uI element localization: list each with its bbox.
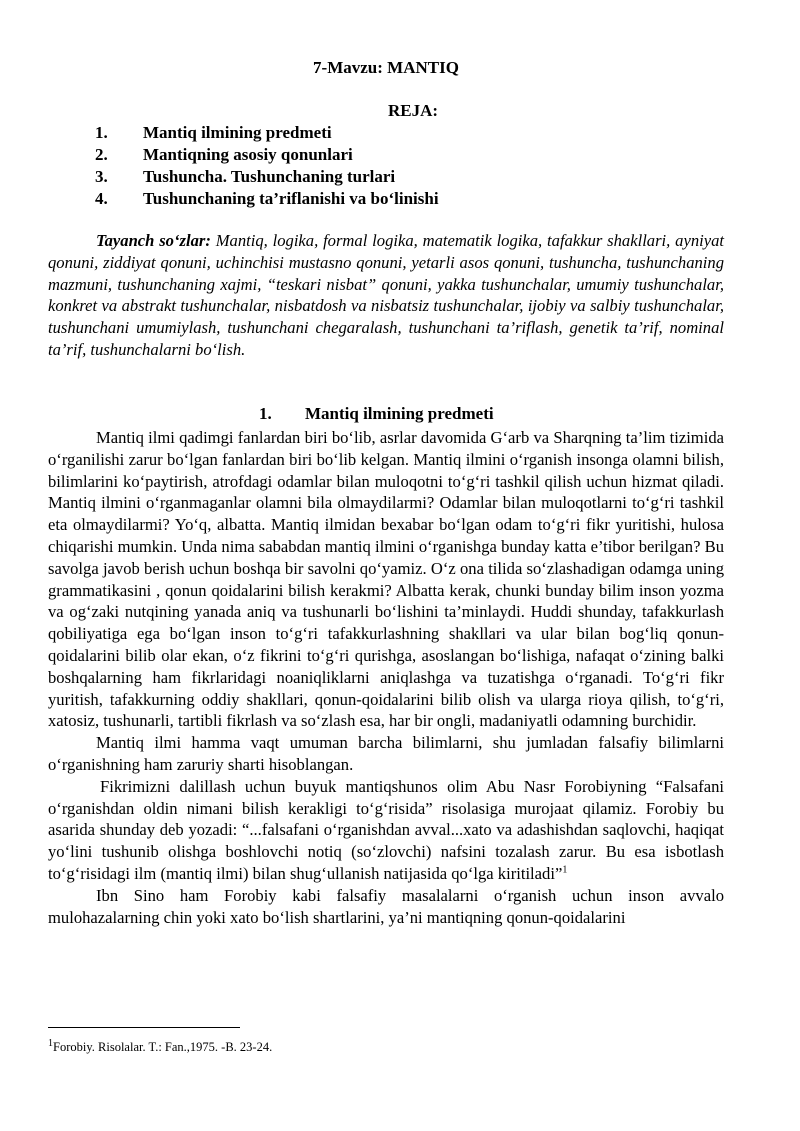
plan-item xyxy=(95,188,695,210)
plan-item-text: Mantiqning asosiy qonunlari xyxy=(143,145,353,164)
paragraph-text: Fikrimizni dalillash uchun buyuk mantiqshunos olim Abu Nasr Forobiyning “Falsafani o‘rganishdan oldin nimani bilish kerakligi to‘g‘risida” risolasiga murojaat qilamiz. Forobiy bu asarida shunday deb yozadi: “...falsafani o‘rganishdan avval...xato va adashishdan saqlovchi, haqiqat yo‘lini tushunib olishga boshlovchi notiq (so‘zlovchi) nafsini tozalash zarur. Bu esa isbotlash to‘g‘risidagi ilm (mantiq ilmi) bilan shug‘ullanish natijasida qo‘lga kiritiladi” xyxy=(48,776,724,883)
footnote-text: Forobiy. Risolalar. T.: Fan.,1975. -B. 23-24. xyxy=(53,1040,273,1054)
plan-item xyxy=(95,122,695,144)
keywords-paragraph xyxy=(48,230,724,361)
plan-item xyxy=(95,144,695,166)
keywords-lead: Tayanch so‘zlar: xyxy=(96,231,211,250)
footnote xyxy=(48,1037,273,1055)
plan-item-text: Tushunchaning ta’riflanishi va bo‘linishi xyxy=(143,189,439,208)
footnote-divider xyxy=(48,1027,240,1028)
section-number: 1. xyxy=(259,404,272,423)
plan-item-text: Tushuncha. Tushunchaning turlari xyxy=(143,167,396,186)
plan-item-number: 2. xyxy=(95,145,108,164)
plan-item-text: Mantiq ilmining predmeti xyxy=(143,123,332,142)
plan-list xyxy=(95,122,695,210)
plan-item-number: 3. xyxy=(95,167,108,186)
section-title: Mantiq ilmining predmeti xyxy=(305,404,494,423)
paragraph: Mantiq ilmi qadimgi fanlardan biri bo‘lib, asrlar davomida G‘arb va Sharqning ta’lim tizimida o‘rganilishi zarur bo‘lgan fanlardan biri bo‘lib kelgan. Mantiq ilmini o‘rganish insonga olamni bilish, bilimlarini ko‘paytirish, atrofdagi odamlar bilan muloqotni to‘g‘ri tashkil qilish uchun hizmat qiladi. Mantiq ilmini o‘rganmaganlar olamni bila olmaydilarmi? Odamlar bilan muloqotlarni to‘g‘ri tashkil eta olmaydilarmi? Yo‘q, albatta. Mantiq ilmidan bexabar bo‘lgan odam to‘g‘ri fikr yuritishi, hulosa chiqarishi mumkin. Unda nima sababdan mantiq ilmini o‘rganishga bunday katta e’tibor berilgan? Bu savolga javob berish uchun boshqa bir savolni qo‘yamiz. O‘z ona tilida so‘zlashadigan odamga uning grammatikasini , qonun qoidalarini bilish kerakmi? Albatta kerak, chunki bunday bilim inson yozma va og‘zaki nutqining yanada aniq va tushunarli bo‘lishini ta’minlaydi. Huddi shunday, tafakkurlash qobiliyatiga ega bo‘lgan inson to‘g‘ri tafakkurlashning shakllari va ular bilan bog‘liq qonun-qoidalarini bilib olar ekan, o‘z fikrini to‘g‘ri qurishga, asoslangan bo‘lishiga, nafaqat o‘zining balki boshqalarning ham fikrlaridagi noaniqliklarni aniqlashga va tuzatishga o‘rganadi. To‘g‘ri fikr yuritish, tafakkurning oddiy shakllari, qonun-qoidalarini bilib olish va ularga rioya qilish, to‘g‘ri, xatosiz, tushunarli, tartibli fikrlash va so‘zlash esa, har bir ongli, madaniyatli odamning burchidir. xyxy=(48,428,724,731)
paragraph: Ibn Sino ham Forobiy kabi falsafiy masalalarni o‘rganish uchun inson avvalo mulohazalarning chin yoki xato bo‘lish shartlarini, ya’ni mantiqning qonun-qoidalarini xyxy=(48,885,724,927)
footnote-mark: 1 xyxy=(48,1037,53,1049)
paragraph: Mantiq ilmi hamma vaqt umuman barcha bilimlarni, shu jumladan falsafiy bilimlarni o‘rganishning ham zaruriy sharti hisoblangan. xyxy=(48,733,724,774)
plan-item xyxy=(95,166,695,188)
section-body xyxy=(48,427,724,928)
plan-heading: REJA: xyxy=(387,101,439,120)
plan-item-number: 1. xyxy=(95,123,108,142)
page-title: 7-Mavzu: MANTIQ xyxy=(313,58,459,77)
keywords-text: Mantiq, logika, formal logika, matematik logika, tafakkur shakllari, ayniyat qonuni, ziddiyat qonuni, uchinchisi mustasno qonuni, yetarli asos qonuni, tushuncha, tushunchaning mazmuni, tushunchaning xajmi, “teskari nisbat” qonuni, yakka tushunchalar, umumiy tushunchalar, konkret va abstrakt tushunchalar, nisbatdosh va nisbatsiz tushunchalar, ijobiy va salbiy tushunchalar, tushunchani umumiylash, tushunchani chegaralash, tushunchani ta’riflash, genetik ta’rif, nominal ta’rif, tushunchalarni bo‘lish. xyxy=(48,231,724,359)
paragraph xyxy=(48,776,724,885)
footnote-reference[interactable]: 1 xyxy=(562,864,568,876)
plan-item-number: 4. xyxy=(95,189,108,208)
